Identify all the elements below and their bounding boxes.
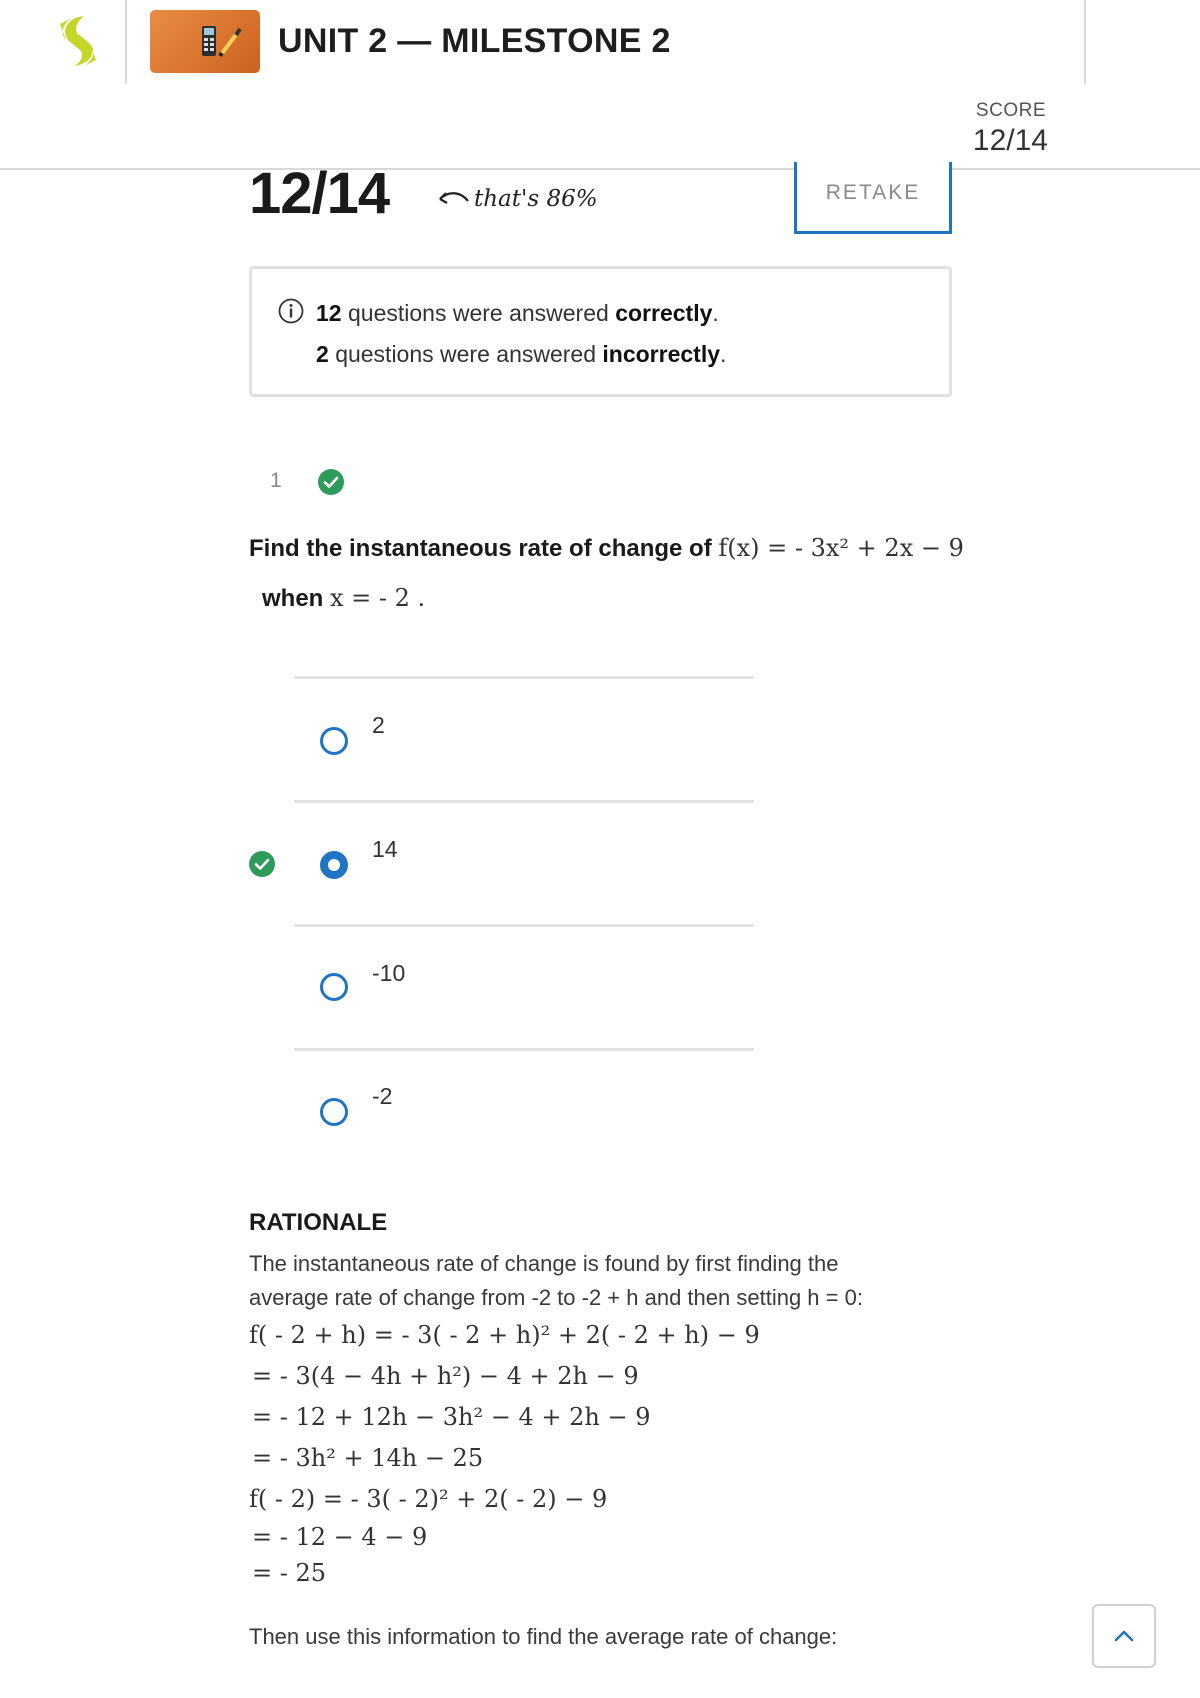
header-divider <box>125 0 127 84</box>
option-divider <box>294 1048 754 1051</box>
scroll-to-top-button[interactable] <box>1092 1604 1156 1668</box>
question-prompt: Find the instantaneous rate of change of f(x) = - 3x² + 2x − 9 <box>249 534 964 562</box>
score-value: 12/14 <box>972 124 1048 157</box>
correct-check-icon <box>317 468 345 496</box>
option-divider <box>294 924 754 927</box>
top-bar <box>0 0 1200 170</box>
option-divider <box>294 676 754 679</box>
question-number: 1 <box>270 469 282 492</box>
rationale-intro-2: average rate of change from -2 to -2 + h and then setting h = 0: <box>249 1285 863 1310</box>
results-summary <box>249 266 952 397</box>
percent-note <box>434 186 598 212</box>
rationale-equation-7: = - 25 <box>252 1559 327 1587</box>
header-divider-right <box>1084 0 1086 84</box>
sophia-logo-icon[interactable] <box>54 14 102 70</box>
option-label-1[interactable]: 2 <box>372 712 385 738</box>
option-label-4[interactable]: -2 <box>372 1083 393 1109</box>
option-label-3[interactable]: -10 <box>372 960 406 986</box>
rationale-equation-2: = - 3(4 − 4h + h²) − 4 + 2h − 9 <box>252 1362 639 1390</box>
rationale-equation-1: f( - 2 + h) = - 3( - 2 + h)² + 2( - 2 + h) − 9 <box>249 1321 760 1349</box>
option-radio-4[interactable] <box>320 1098 348 1126</box>
big-score: 12/14 <box>249 161 390 226</box>
question-condition: when x = - 2 . <box>262 584 426 612</box>
score-label: SCORE <box>975 100 1046 121</box>
unit-thumbnail <box>150 10 260 73</box>
rationale-title: RATIONALE <box>249 1209 388 1236</box>
option-radio-1[interactable] <box>320 727 348 755</box>
correct-summary: 12 questions were answered correctly. <box>316 300 719 326</box>
calculator-pencil-icon <box>150 10 260 73</box>
option-radio-3[interactable] <box>320 973 348 1001</box>
rationale-equation-3: = - 12 + 12h − 3h² − 4 + 2h − 9 <box>252 1403 651 1431</box>
option-radio-2-selected[interactable] <box>320 851 348 879</box>
rationale-equation-5: f( - 2) = - 3( - 2)² + 2( - 2) − 9 <box>249 1485 608 1513</box>
rationale-equation-6: = - 12 − 4 − 9 <box>252 1523 428 1551</box>
option-divider <box>294 800 754 803</box>
curved-arrow-icon <box>434 187 470 211</box>
question-function: f(x) = - 3x² + 2x − 9 <box>718 534 964 562</box>
correct-answer-check-icon <box>248 850 276 878</box>
incorrect-summary: 2 questions were answered incorrectly. <box>316 341 727 367</box>
rationale-outro: Then use this information to find the average rate of change: <box>249 1624 838 1649</box>
rationale-equation-4: = - 3h² + 14h − 25 <box>252 1444 484 1472</box>
page-title: UNIT 2 — MILESTONE 2 <box>278 22 671 60</box>
rationale-intro-1: The instantaneous rate of change is found by first finding the <box>249 1251 839 1276</box>
chevron-up-icon <box>1112 1628 1136 1644</box>
retake-button[interactable]: RETAKE <box>794 162 952 234</box>
info-icon <box>278 298 304 324</box>
percent-note-text: that's 86% <box>474 186 598 212</box>
option-label-2[interactable]: 14 <box>372 836 398 862</box>
